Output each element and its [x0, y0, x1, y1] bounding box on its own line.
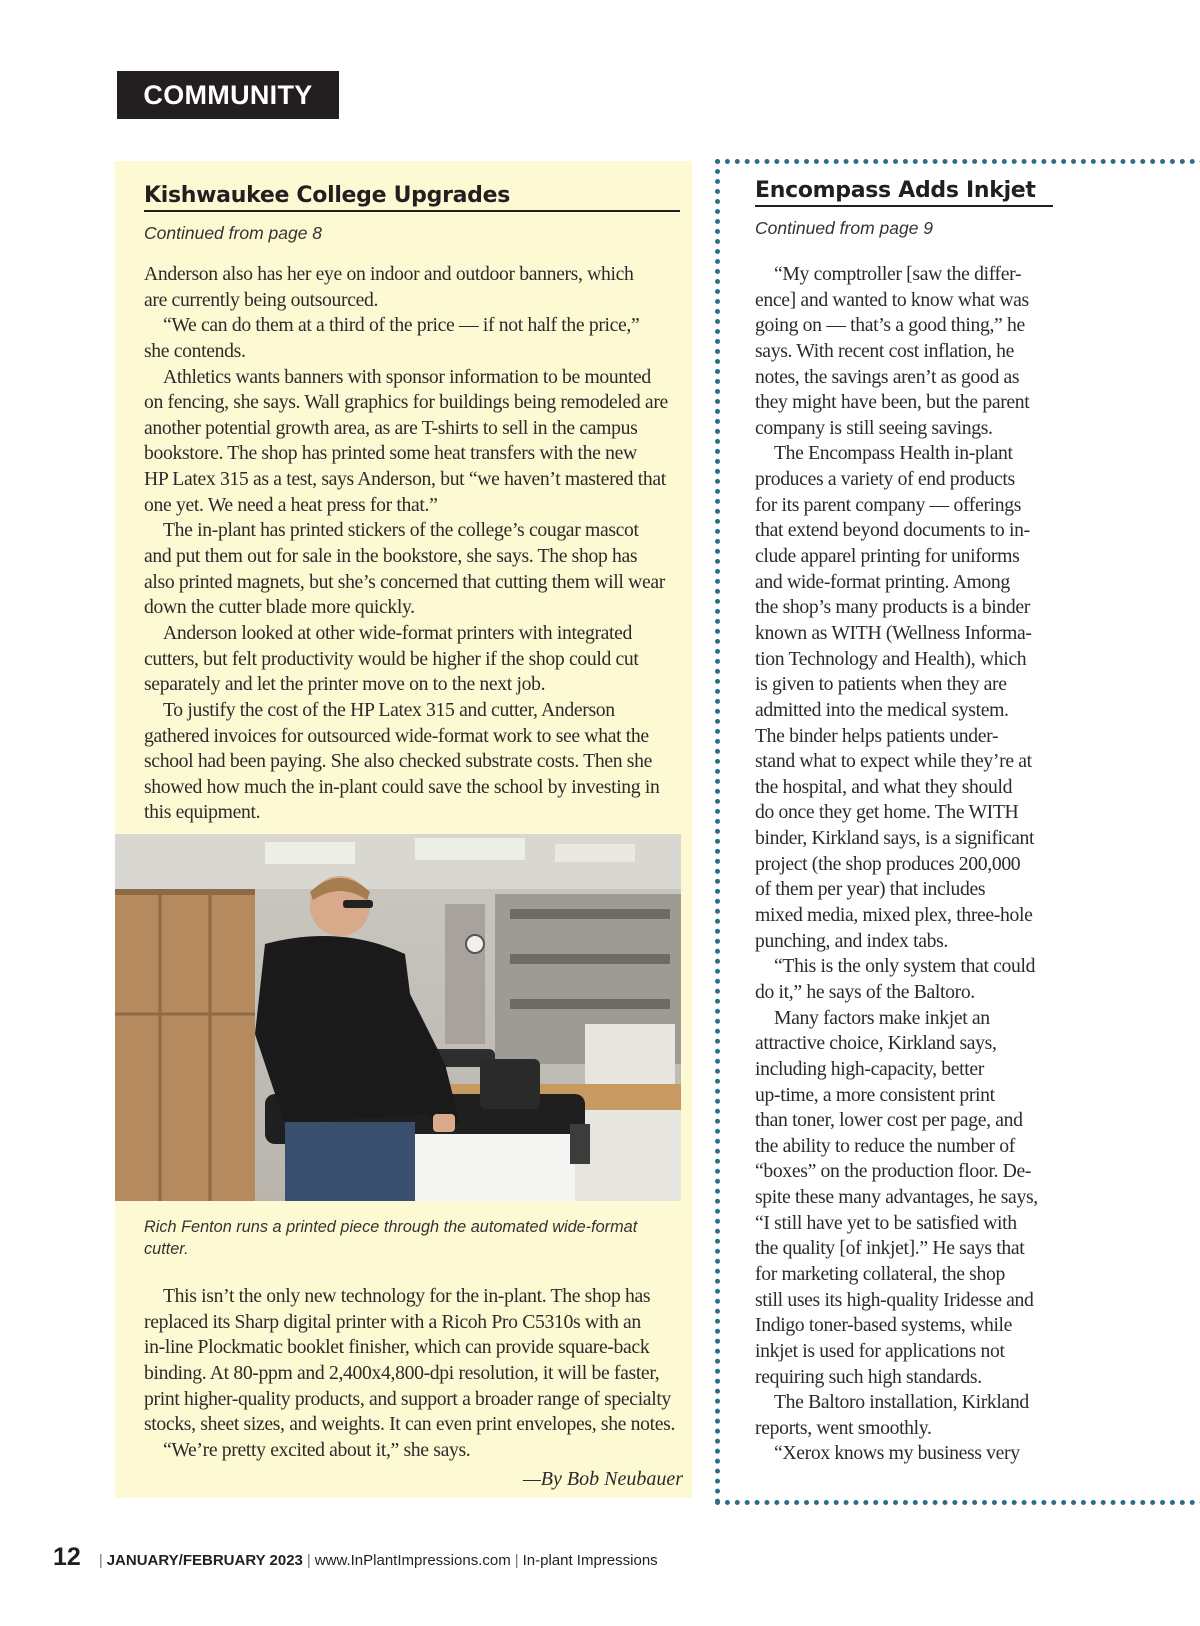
body-line: Anderson also has her eye on indoor and outdoor banners, which: [144, 263, 634, 285]
publication-name: In-plant Impressions: [522, 1552, 658, 1569]
body-line: for its parent company — offerings: [755, 493, 1022, 516]
body-line: The Encompass Health in-plant: [774, 442, 1013, 465]
website-link[interactable]: www.InPlantImpressions.com: [314, 1552, 511, 1569]
body-line: binder, Kirkland says, is a significant: [755, 827, 1035, 850]
body-line: This isn’t the only new technology for the in-plant. The shop has: [163, 1285, 651, 1307]
body-line: company is still seeing savings.: [755, 416, 993, 439]
body-line: the ability to reduce the number of: [755, 1134, 1016, 1157]
body-line: says. With recent cost inflation, he: [755, 339, 1015, 362]
body-line: do once they get home. The WITH: [755, 801, 1019, 824]
body-line: bookstore. The shop has printed some heat transfers with the new: [144, 442, 637, 465]
left-continued-note: Continued from page 8: [144, 223, 323, 243]
body-line: are currently being outsourced.: [144, 288, 379, 311]
body-line: on fencing, she says. Wall graphics for buildings being remodeled are: [144, 391, 668, 414]
byline: —By Bob Neubauer: [523, 1468, 683, 1490]
photo-caption: Rich Fenton runs a printed piece through the automated wide-format cutter.: [144, 1218, 638, 1258]
right-continued-note: Continued from page 9: [755, 218, 934, 238]
body-line: down the cutter blade more quickly.: [144, 596, 415, 619]
body-line: than toner, lower cost per page, and: [755, 1109, 1023, 1132]
right-article-title: Encompass Adds Inkjet: [755, 178, 1053, 207]
body-line: The Baltoro installation, Kirkland: [774, 1391, 1029, 1414]
body-line: and wide-format printing. Among: [755, 570, 1010, 593]
body-line: in-line Plockmatic booklet finisher, which can provide square-back: [144, 1336, 650, 1359]
body-line: “boxes” on the production floor. De-: [755, 1160, 1032, 1183]
body-line: this equipment.: [144, 801, 261, 824]
body-line: “My comptroller [saw the differ-: [774, 263, 1022, 285]
body-line: do it,” he says of the Baltoro.: [755, 980, 975, 1003]
body-line: “Xerox knows my business very: [774, 1442, 1020, 1465]
page-number: 12: [53, 1543, 81, 1571]
body-line: ence] and wanted to know what was: [755, 288, 1029, 311]
body-line: gathered invoices for outsourced wide-format work to see what the: [144, 724, 649, 747]
page-footer: [53, 1543, 658, 1572]
body-line: and put them out for sale in the bookstore, she says. The shop has: [144, 545, 638, 568]
body-line: going on — that’s a good thing,” he: [755, 314, 1025, 337]
body-line: stand what to expect while they’re at: [755, 750, 1032, 773]
body-line: showed how much the in-plant could save the school by investing in: [144, 775, 660, 798]
body-line: that extend beyond documents to in-: [755, 519, 1030, 542]
body-line: HP Latex 315 as a test, says Anderson, but “we haven’t mastered that: [144, 468, 666, 491]
left-body-bottom: [144, 1284, 675, 1463]
body-line: still uses its high-quality Iridesse and: [755, 1288, 1034, 1311]
body-line: the hospital, and what they should: [755, 775, 1013, 798]
body-line: tion Technology and Health), which: [755, 647, 1027, 670]
body-line: spite these many advantages, he says,: [755, 1186, 1038, 1209]
body-line: one yet. We need a heat press for that.”: [144, 493, 438, 516]
photo-illustration: [115, 834, 681, 1201]
body-line: cutters, but felt productivity would be higher if the shop could cut: [144, 647, 639, 670]
body-line: for marketing collateral, the shop: [755, 1262, 1005, 1285]
body-line: including high-capacity, better: [755, 1057, 984, 1080]
body-line: another potential growth area, as are T-shirts to sell in the campus: [144, 416, 638, 439]
body-line: mixed media, mixed plex, three-hole: [755, 904, 1033, 927]
body-line: “We can do them at a third of the price — if not half the price,”: [163, 314, 640, 337]
issue-date: JANUARY/FEBRUARY 2023: [106, 1552, 303, 1569]
footer-separator: |: [306, 1552, 311, 1569]
body-line: Athletics wants banners with sponsor information to be mounted: [163, 365, 651, 388]
body-line: they might have been, but the parent: [755, 391, 1030, 414]
body-line: “This is the only system that could: [774, 955, 1036, 978]
body-line: print higher-quality products, and support a broader range of specialty: [144, 1387, 671, 1410]
body-line: Many factors make inkjet an: [774, 1006, 990, 1029]
footer-separator: |: [514, 1552, 519, 1569]
body-line: of them per year) that includes: [755, 878, 986, 901]
body-line: is given to patients when they are: [755, 673, 1007, 696]
body-line: “I still have yet to be satisfied with: [755, 1211, 1017, 1234]
body-line: binding. At 80-ppm and 2,400x4,800-dpi resolution, it will be faster,: [144, 1361, 660, 1384]
right-body: [755, 262, 1038, 1467]
body-line: known as WITH (Wellness Informa-: [755, 621, 1032, 644]
body-line: stocks, sheet sizes, and weights. It can even print envelopes, she notes.: [144, 1413, 676, 1436]
body-line: also printed magnets, but she’s concerned that cutting them will wear: [144, 570, 665, 593]
body-line: attractive choice, Kirkland says,: [755, 1032, 997, 1055]
body-line: up-time, a more consistent print: [755, 1083, 995, 1106]
body-line: The binder helps patients under-: [755, 724, 999, 747]
body-line: Indigo toner-based systems, while: [755, 1314, 1013, 1337]
body-line: she contends.: [144, 339, 246, 362]
section-tag: COMMUNITY: [117, 71, 339, 119]
body-line: reports, went smoothly.: [755, 1416, 932, 1439]
body-line: To justify the cost of the HP Latex 315 and cutter, Anderson: [163, 698, 615, 721]
body-line: admitted into the medical system.: [755, 698, 1009, 721]
body-line: the shop’s many products is a binder: [755, 596, 1031, 619]
body-line: punching, and index tabs.: [755, 929, 949, 952]
footer-separator: |: [98, 1552, 103, 1569]
body-line: separately and let the printer move on to the next job.: [144, 673, 546, 696]
body-line: The in-plant has printed stickers of the college’s cougar mascot: [163, 519, 639, 542]
body-line: inkjet is used for applications not: [755, 1339, 1005, 1362]
article-photo: [115, 834, 681, 1201]
body-line: the quality [of inkjet].” He says that: [755, 1237, 1025, 1260]
body-line: project (the shop produces 200,000: [755, 852, 1021, 875]
left-body-top: [144, 262, 668, 826]
body-line: notes, the savings aren’t as good as: [755, 365, 1020, 388]
body-line: produces a variety of end products: [755, 468, 1015, 491]
body-line: Anderson looked at other wide-format printers with integrated: [163, 621, 633, 644]
body-line: replaced its Sharp digital printer with a Ricoh Pro C5310s with an: [144, 1310, 641, 1333]
body-line: “We’re pretty excited about it,” she says.: [163, 1438, 471, 1461]
body-line: school had been paying. She also checked substrate costs. Then she: [144, 750, 652, 773]
left-article-title: Kishwaukee College Upgrades: [144, 183, 680, 212]
body-line: requiring such high standards.: [755, 1365, 982, 1388]
body-line: clude apparel printing for uniforms: [755, 545, 1020, 568]
